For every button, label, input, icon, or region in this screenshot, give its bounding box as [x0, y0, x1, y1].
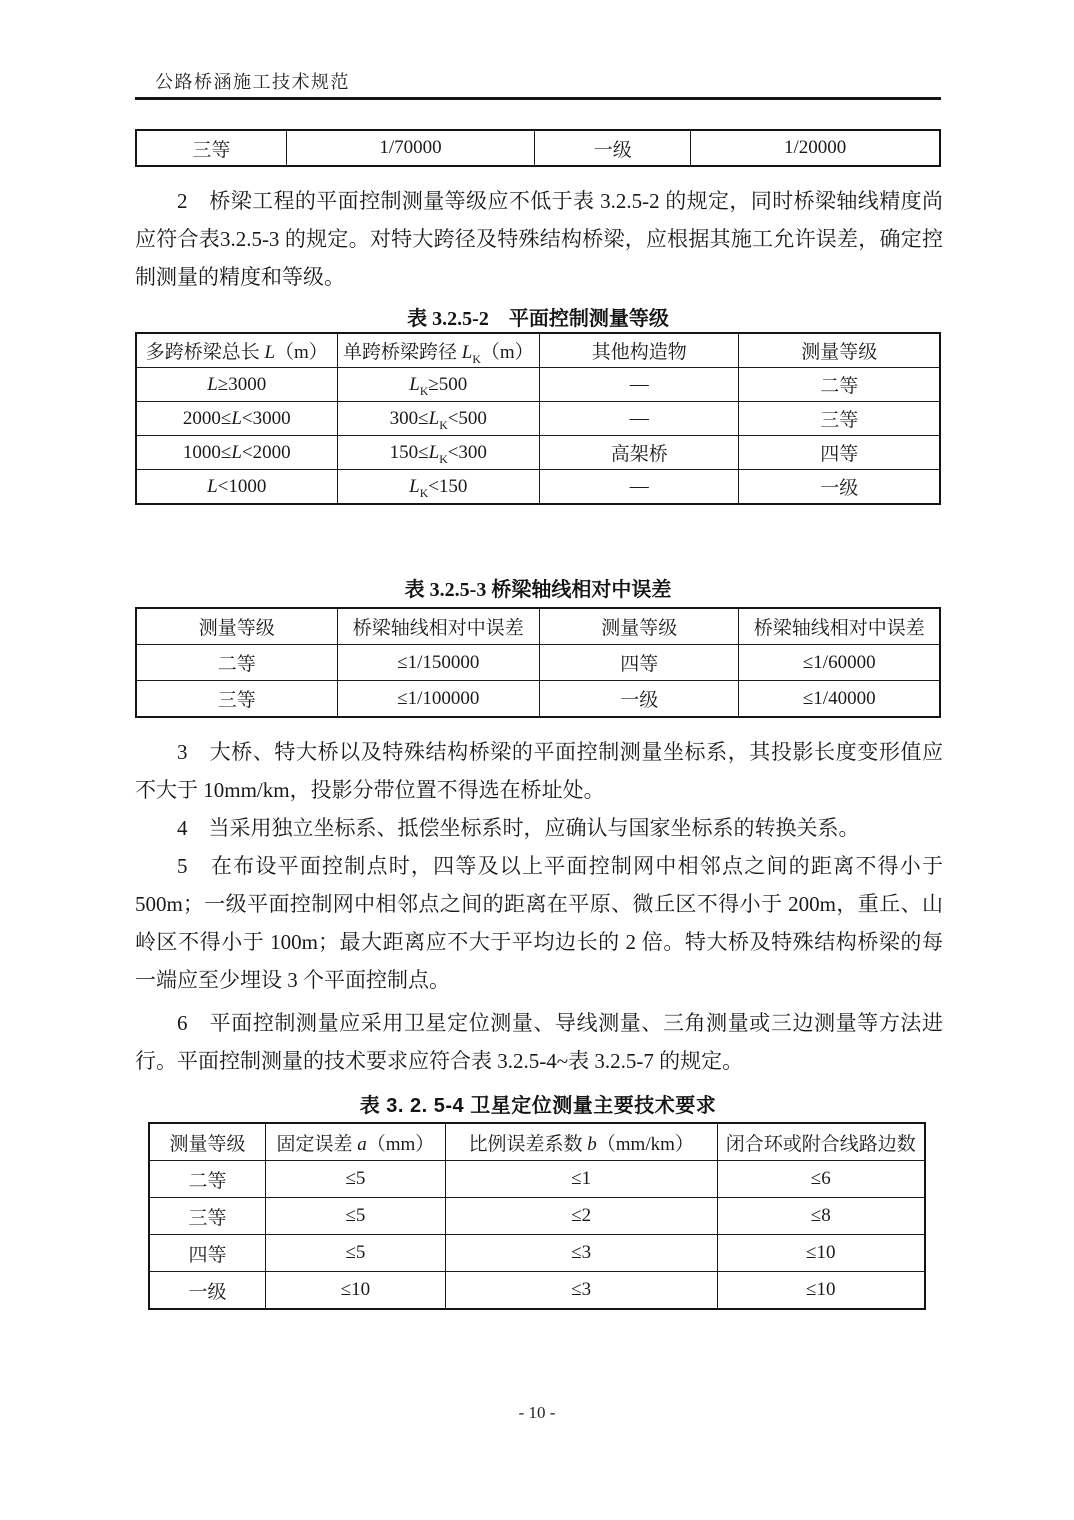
table-cell: 一级: [535, 130, 691, 166]
carryover-table: [135, 129, 941, 167]
data-cell: 一级: [540, 681, 739, 718]
data-cell: 四等: [739, 436, 940, 470]
data-cell: 三等: [149, 1198, 265, 1235]
header-cell: 比例误差系数 b（mm/km）: [445, 1123, 717, 1161]
table-row: [136, 436, 940, 470]
data-cell: 二等: [149, 1161, 265, 1198]
data-cell: ≤10: [717, 1235, 925, 1272]
table-3-2-5-3: [135, 607, 941, 718]
table-row: [149, 1198, 925, 1235]
data-cell: 三等: [739, 402, 940, 436]
table-3-2-5-3-caption: 表 3.2.5-3 桥梁轴线相对中误差: [404, 579, 672, 601]
data-cell: 四等: [540, 645, 739, 681]
paragraph-3: 3 大桥、特大桥以及特殊结构桥梁的平面控制测量坐标系，其投影长度变形值应不大于 10mm/km，投影分带位置不得选在桥址处。: [135, 740, 943, 802]
data-cell: 一级: [739, 470, 940, 505]
header-cell: 桥梁轴线相对中误差: [337, 608, 540, 645]
header-cell: 测量等级: [149, 1123, 265, 1161]
data-cell: ≤5: [265, 1235, 445, 1272]
data-cell: 二等: [136, 645, 337, 681]
data-cell: L≥3000: [136, 368, 337, 402]
paragraph-block: [135, 182, 943, 296]
table-cell: 三等: [136, 130, 286, 166]
data-cell: ≤6: [717, 1161, 925, 1198]
data-cell: ≤10: [717, 1272, 925, 1310]
data-cell: ≤1/100000: [337, 681, 540, 718]
table-header-row: [136, 608, 940, 645]
table-row: [149, 1235, 925, 1272]
table-row: [149, 1161, 925, 1198]
data-cell: ≤1/60000: [739, 645, 940, 681]
table-header-row: [149, 1123, 925, 1161]
data-cell: ≤5: [265, 1161, 445, 1198]
header-cell: 测量等级: [739, 333, 940, 368]
data-cell: —: [540, 368, 739, 402]
data-cell: $L_K\ge 500$: [337, 368, 540, 402]
data-cell: 一级: [149, 1272, 265, 1310]
data-cell: 三等: [136, 681, 337, 718]
data-cell: ≤1/40000: [739, 681, 940, 718]
data-cell: ≤2: [445, 1198, 717, 1235]
header-cell: 单跨桥梁跨径 $L_K(m)$: [337, 333, 540, 368]
data-cell: 1000≤L<2000: [136, 436, 337, 470]
table-row: [149, 1272, 925, 1310]
data-cell: ≤3: [445, 1235, 717, 1272]
data-cell: ≤3: [445, 1272, 717, 1310]
carryover-table-grid: [135, 129, 941, 167]
table-row: [136, 130, 940, 166]
data-cell: —: [540, 470, 739, 505]
data-cell: 四等: [149, 1235, 265, 1272]
header-cell: 多跨桥梁总长 L（m）: [136, 333, 337, 368]
table-row: [136, 470, 940, 505]
data-cell: $300\le L_K<500$: [337, 402, 540, 436]
data-cell: —: [540, 402, 739, 436]
table-cell: 1/20000: [691, 130, 940, 166]
page-number: - 10 -: [518, 1403, 556, 1422]
header-rule: [135, 97, 941, 100]
table-row: [136, 368, 940, 402]
table-cell: 1/70000: [286, 130, 534, 166]
table-row: [136, 645, 940, 681]
data-cell: ≤5: [265, 1198, 445, 1235]
table-3-2-5-2-caption: 表 3.2.5-2 平面控制测量等级: [407, 308, 669, 330]
paragraph-4: 4 当采用独立坐标系、抵偿坐标系时，应确认与国家坐标系的转换关系。: [177, 816, 860, 840]
data-cell: ≤1: [445, 1161, 717, 1198]
table-3-2-5-2: [135, 332, 941, 505]
table-row: [136, 402, 940, 436]
table-3-2-5-4-caption: 表 3. 2. 5-4 卫星定位测量主要技术要求: [359, 1095, 717, 1117]
table-3-2-5-2-grid: [135, 332, 941, 505]
data-cell: L<1000: [136, 470, 337, 505]
header-cell: 闭合环或附合线路边数: [717, 1123, 925, 1161]
data-cell: 二等: [739, 368, 940, 402]
paragraph-6: 6 平面控制测量应采用卫星定位测量、导线测量、三角测量或三边测量等方法进行。平面控制测量的技术要求应符合表 3.2.5-4~表 3.2.5-7 的规定。: [135, 1011, 943, 1073]
paragraph-block: [135, 733, 943, 1080]
header-cell: 桥梁轴线相对中误差: [739, 608, 940, 645]
header-cell: 固定误差 a（mm）: [265, 1123, 445, 1161]
paragraph-5: 5 在布设平面控制点时，四等及以上平面控制网中相邻点之间的距离不得小于500m；一级平面控制网中相邻点之间的距离在平原、微丘区不得小于 200m，重丘、山岭区不得小于 100m；最大距离应不大于平均边长的 2 倍。特大桥及特殊结构桥梁的每一端应至少埋设 3 个平面控制点。: [135, 854, 943, 992]
table-3-2-5-4-grid: [148, 1122, 926, 1310]
data-cell: 高架桥: [540, 436, 739, 470]
table-header-row: [136, 333, 940, 368]
data-cell: ≤8: [717, 1198, 925, 1235]
data-cell: 2000≤L<3000: [136, 402, 337, 436]
doc-title: 公路桥涵施工技术规范: [155, 72, 350, 92]
header-cell: 测量等级: [540, 608, 739, 645]
data-cell: ≤10: [265, 1272, 445, 1310]
header-cell: 测量等级: [136, 608, 337, 645]
table-row: [136, 681, 940, 718]
header-cell: 其他构造物: [540, 333, 739, 368]
data-cell: $L_K<150$: [337, 470, 540, 505]
paragraph-2: 2 桥梁工程的平面控制测量等级应不低于表 3.2.5-2 的规定，同时桥梁轴线精度尚应符合表3.2.5-3 的规定。对特大跨径及特殊结构桥梁，应根据其施工允许误差，确定控制测量的精度和等级。: [135, 189, 943, 289]
data-cell: ≤1/150000: [337, 645, 540, 681]
data-cell: $150\le L_K<300$: [337, 436, 540, 470]
table-3-2-5-3-grid: [135, 607, 941, 718]
table-3-2-5-4: [148, 1122, 926, 1310]
